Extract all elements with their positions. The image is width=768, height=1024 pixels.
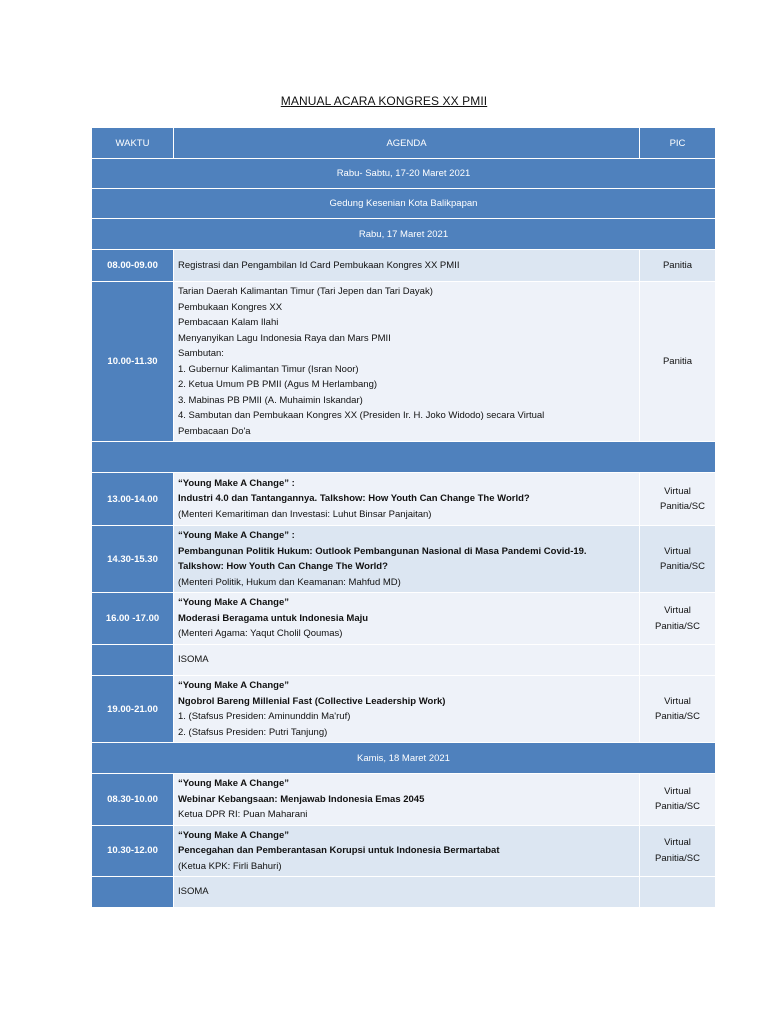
- agenda-line: Pembacaan Kalam Ilahi: [178, 317, 279, 328]
- agenda-line: “Young Make A Change” :: [178, 477, 295, 489]
- time-cell: 08.30-10.00: [92, 774, 174, 826]
- pic-line: Panitia/SC: [655, 620, 700, 632]
- pic-cell: [640, 473, 716, 526]
- header-waktu: WAKTU: [92, 128, 174, 159]
- agenda-line: ISOMA: [178, 654, 209, 666]
- pic-cell: [640, 645, 716, 676]
- agenda-line: “Young Make A Change”: [178, 829, 290, 841]
- agenda-line: (Ketua KPK: Firli Bahuri): [178, 860, 282, 872]
- table-header-row: [92, 128, 716, 159]
- band-day1: Rabu, 17 Maret 2021: [92, 219, 716, 250]
- agenda-line: 4. Sambutan dan Pembukaan Kongres XX (Presiden Ir. H. Joko Widodo) secara Virtual: [178, 410, 545, 421]
- band-row: [92, 159, 716, 189]
- agenda-line: (Menteri Politik, Hukum dan Keamanan: Mahfud MD): [178, 576, 401, 588]
- pic-line: Virtual: [664, 485, 691, 497]
- agenda-line: 1. Gubernur Kalimantan Timur (Isran Noor): [178, 363, 359, 375]
- agenda-cell: [174, 593, 640, 645]
- time-cell: 10.00-11.30: [92, 282, 174, 442]
- agenda-line: 1. (Stafsus Presiden: Aminunddin Ma'ruf): [178, 711, 351, 722]
- band-dates: Rabu- Sabtu, 17-20 Maret 2021: [92, 159, 716, 189]
- header-agenda: AGENDA: [174, 128, 640, 159]
- pic-line: Panitia/SC: [660, 561, 705, 572]
- time-cell: 13.00-14.00: [92, 473, 174, 526]
- band-row: [92, 743, 716, 774]
- band-row: [92, 219, 716, 250]
- pic-cell: [640, 250, 716, 282]
- agenda-cell: [174, 825, 640, 877]
- pic-line: Panitia/SC: [655, 801, 700, 813]
- agenda-line: “Young Make A Change”: [178, 597, 290, 609]
- page-title: MANUAL ACARA KONGRES XX PMII: [280, 94, 488, 108]
- pic-cell: [640, 593, 716, 645]
- agenda-line: 2. Ketua Umum PB PMII (Agus M Herlambang): [178, 379, 378, 390]
- band-empty: [92, 442, 716, 473]
- band-row: [92, 189, 716, 219]
- agenda-line: “Young Make A Change”: [178, 778, 290, 789]
- agenda-line: Pembangunan Politik Hukum: Outlook Pembangunan Nasional di Masa Pandemi Covid-19.: [178, 545, 587, 557]
- pic-line: Virtual: [664, 837, 691, 849]
- header-pic: PIC: [640, 128, 716, 159]
- table-row: [92, 593, 716, 645]
- agenda-cell: [174, 676, 640, 743]
- table-row: [92, 676, 716, 743]
- agenda-table: [91, 127, 716, 908]
- time-cell: 08.00-09.00: [92, 250, 174, 282]
- table-row: [92, 526, 716, 593]
- agenda-line: Menyanyikan Lagu Indonesia Raya dan Mars PMII: [178, 332, 391, 344]
- pic-line: Panitia: [662, 259, 693, 271]
- agenda-line: ISOMA: [178, 886, 209, 898]
- pic-line: Virtual: [664, 785, 691, 797]
- table-row: [92, 473, 716, 526]
- agenda-cell: [174, 645, 640, 676]
- pic-line: Panitia/SC: [655, 711, 700, 722]
- pic-cell: [640, 676, 716, 743]
- time-cell: 16.00 -17.00: [92, 593, 174, 645]
- pic-line: Virtual: [664, 695, 691, 707]
- agenda-cell: [174, 774, 640, 826]
- band-row-empty: [92, 442, 716, 473]
- pic-line: Panitia/SC: [660, 501, 705, 512]
- band-day2: Kamis, 18 Maret 2021: [92, 743, 716, 774]
- pic-line: Panitia/SC: [655, 852, 700, 864]
- time-cell: [92, 877, 174, 908]
- pic-line: Virtual: [664, 605, 691, 616]
- table-row: [92, 774, 716, 826]
- agenda-line: Moderasi Beragama untuk Indonesia Maju: [178, 612, 369, 624]
- table-row: [92, 825, 716, 877]
- agenda-line: Pembukaan Kongres XX: [178, 301, 283, 313]
- agenda-line: Talkshow: How Youth Can Change The World?: [178, 561, 388, 572]
- agenda-line: Sambutan:: [178, 348, 224, 359]
- agenda-cell: [174, 877, 640, 908]
- agenda-line: Ketua DPR RI: Puan Maharani: [178, 809, 308, 820]
- agenda-line: 3. Mabinas PB PMII (A. Muhaimin Iskandar): [178, 394, 363, 406]
- table-row: [92, 877, 716, 908]
- agenda-line: Tarian Daerah Kalimantan Timur (Tari Jepen dan Tari Dayak): [178, 286, 433, 297]
- agenda-line: Pembacaan Do'a: [178, 425, 251, 437]
- agenda-cell: [174, 473, 640, 526]
- pic-cell: [640, 526, 716, 593]
- agenda-line: “Young Make A Change” :: [178, 530, 295, 541]
- pic-cell: [640, 774, 716, 826]
- agenda-line: 2. (Stafsus Presiden: Putri Tanjung): [178, 726, 328, 738]
- pic-line: Panitia: [662, 355, 693, 367]
- pic-cell: [640, 877, 716, 908]
- time-cell: 19.00-21.00: [92, 676, 174, 743]
- table-row: [92, 282, 716, 442]
- time-cell: 10.30-12.00: [92, 825, 174, 877]
- agenda-line: (Menteri Agama: Yaqut Cholil Qoumas): [178, 628, 343, 640]
- pic-cell: [640, 825, 716, 877]
- band-venue: Gedung Kesenian Kota Balikpapan: [92, 189, 716, 219]
- agenda-cell: [174, 526, 640, 593]
- agenda-line: Industri 4.0 dan Tantangannya. Talkshow: How Youth Can Change The World?: [178, 493, 530, 505]
- agenda-line: Registrasi dan Pengambilan Id Card Pembukaan Kongres XX PMII: [178, 259, 460, 271]
- agenda-line: Pencegahan dan Pemberantasan Korupsi untuk Indonesia Bermartabat: [178, 845, 500, 856]
- table-row: [92, 250, 716, 282]
- agenda-line: Webinar Kebangsaan: Menjawab Indonesia Emas 2045: [178, 793, 425, 805]
- agenda-line: Ngobrol Bareng Millenial Fast (Collective Leadership Work): [178, 695, 446, 707]
- time-cell: 14.30-15.30: [92, 526, 174, 593]
- agenda-cell: [174, 282, 640, 442]
- table-row: [92, 645, 716, 676]
- pic-line: Virtual: [664, 545, 691, 557]
- pic-cell: [640, 282, 716, 442]
- agenda-line: “Young Make A Change”: [178, 680, 290, 691]
- agenda-line: (Menteri Kemaritiman dan Investasi: Luhut Binsar Panjaitan): [178, 508, 432, 520]
- time-cell: [92, 645, 174, 676]
- agenda-cell: [174, 250, 640, 282]
